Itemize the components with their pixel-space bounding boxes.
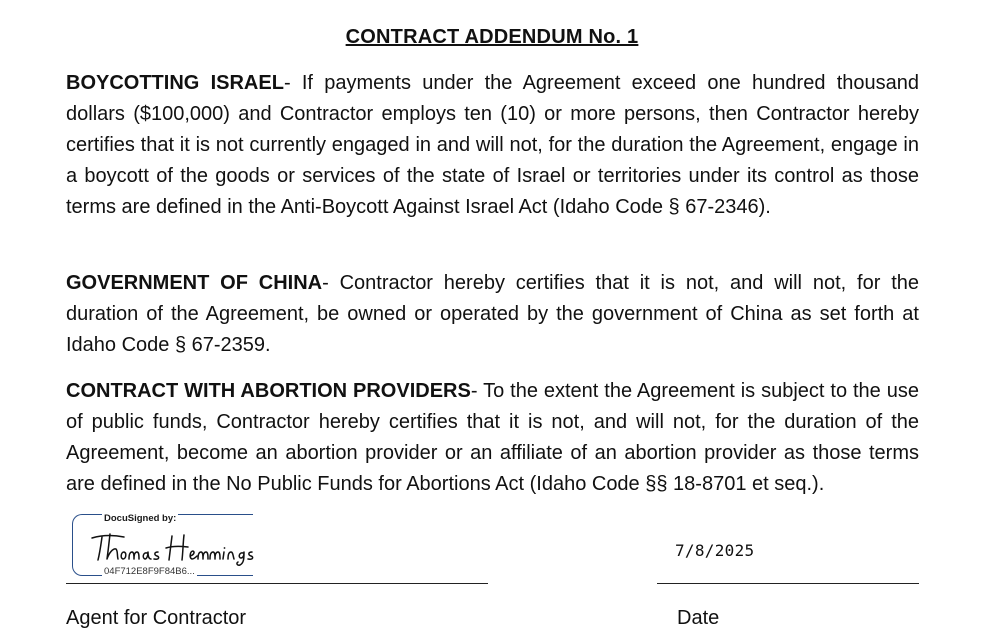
handwritten-signature [88, 528, 258, 566]
date-line [657, 583, 919, 584]
section-heading: GOVERNMENT OF CHINA [66, 272, 323, 294]
section-body: - If payments under the Agreement exceed one hundred thousand dollars ($100,000) and Contractor employs ten (10) or more persons, then Contractor hereby certifies that it is not currently engaged in and will not, for the duration the Agreement, engage in a boycott of the goods or services of the state of Israel or territories under its control as those terms are defined in the Anti-Boycott Against Israel Act (Idaho Code § 67-2346). [66, 72, 919, 218]
date-label: Date [677, 607, 720, 629]
document-title: CONTRACT ADDENDUM No. 1 [345, 26, 639, 48]
section-abortion-providers [66, 376, 919, 500]
signed-date: 7/8/2025 [675, 541, 755, 560]
section-body: - To the extent the Agreement is subject to the use of public funds, Contractor hereby certifies that it is not, and will not, for the duration of the Agreement, become an abortion provider or an affiliate of an abortion provider as those terms are defined in the No Public Funds for Abortions Act (Idaho Code §§ 18-8701 et seq.). [66, 380, 919, 495]
signer-label: Agent for Contractor [66, 607, 247, 629]
section-government-of-china [66, 268, 919, 361]
docusign-caption: DocuSigned by: [104, 513, 177, 524]
section-heading: CONTRACT WITH ABORTION PROVIDERS [66, 380, 471, 402]
signature-line [66, 583, 488, 584]
section-body: - Contractor hereby certifies that it is not, and will not, for the duration of the Agreement, be owned or operated by the government of China as set forth at Idaho Code § 67-2359. [66, 272, 919, 356]
docusign-envelope-id: 04F712E8F9F84B6... [104, 566, 195, 577]
section-boycotting-israel [66, 68, 919, 223]
section-heading: BOYCOTTING ISRAEL [66, 72, 284, 94]
